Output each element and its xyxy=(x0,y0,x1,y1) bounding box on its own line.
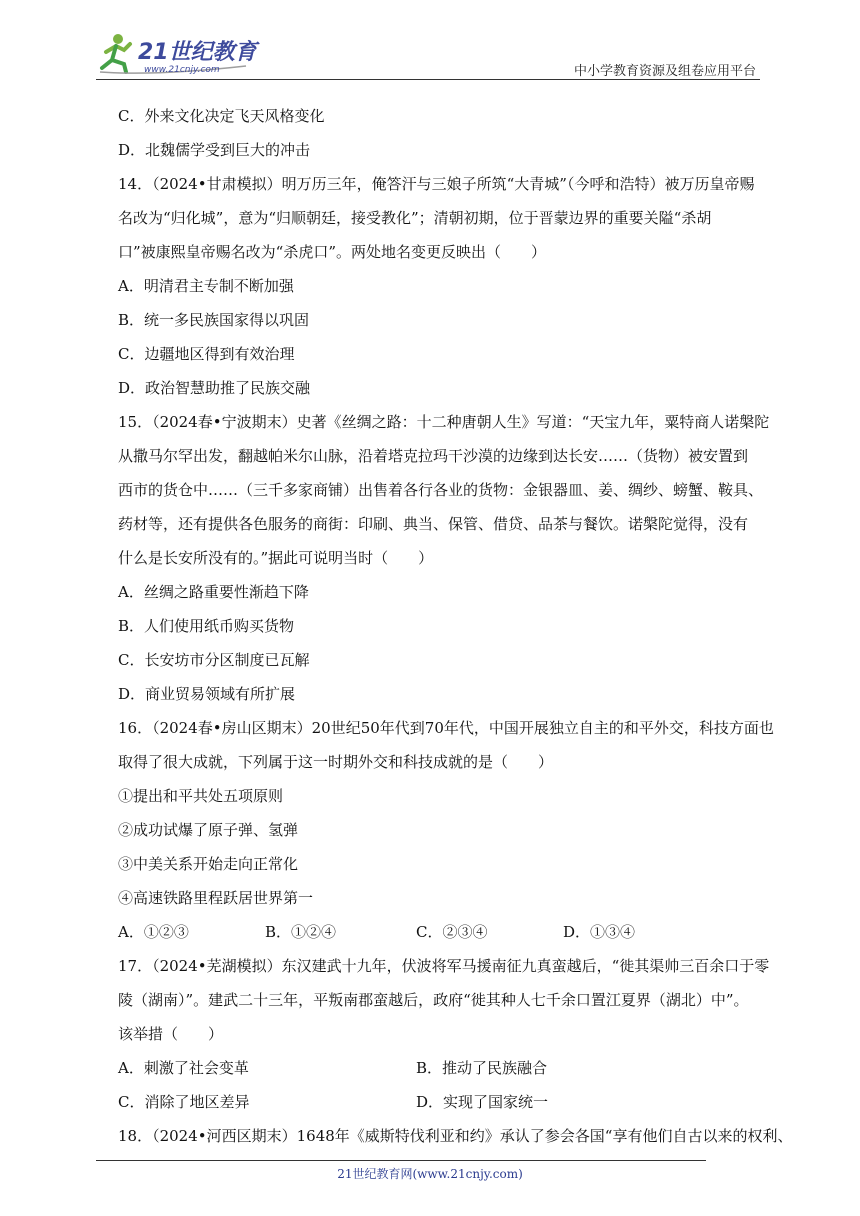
q16-option-d[interactable]: D．①③④ xyxy=(563,923,636,941)
q15-stem-line-1: 15．（2024春•宁波期末）史著《丝绸之路：十二种唐朝人生》写道：“天宝九年，粟特商人诺槃陀 xyxy=(118,413,770,431)
site-logo[interactable] xyxy=(96,32,266,76)
q14-stem-line-3: 口”被康熙皇帝赐名改为“杀虎口”。两处地名变更反映出（ ） xyxy=(118,243,547,261)
q15-stem-line-2: 从撒马尔罕出发，翻越帕米尔山脉，沿着塔克拉玛干沙漠的边缘到达长安……（货物）被安置到 xyxy=(118,447,749,465)
q15-stem-line-4: 药材等，还有提供各色服务的商街：印刷、典当、保管、借贷、品茶与餐饮。诺槃陀觉得，没有 xyxy=(118,515,749,533)
q16-option-b[interactable]: B．①②④ xyxy=(265,923,337,941)
q15-option-b[interactable]: B．人们使用纸币购买货物 xyxy=(118,617,295,635)
footer-link[interactable]: 21世纪教育网(www.21cnjy.com) xyxy=(337,1167,523,1181)
q16-option-a[interactable]: A．①②③ xyxy=(118,923,189,941)
q16-stem-line-2: 取得了很大成就，下列属于这一时期外交和科技成就的是（ ） xyxy=(118,753,554,771)
q15-option-a[interactable]: A．丝绸之路重要性渐趋下降 xyxy=(118,583,309,601)
q14-option-b[interactable]: B．统一多民族国家得以巩固 xyxy=(118,311,310,329)
q17-option-d[interactable]: D．实现了国家统一 xyxy=(416,1093,549,1111)
header-divider xyxy=(96,79,760,80)
logo-url-text: www.21cnjy.com xyxy=(144,65,220,75)
q17-option-b[interactable]: B．推动了民族融合 xyxy=(416,1059,548,1077)
logo-brand-text: 21世纪教育 xyxy=(138,40,257,65)
q15-option-c[interactable]: C．长安坊市分区制度已瓦解 xyxy=(118,651,310,669)
q14-stem-line-1: 14．（2024•甘肃模拟）明万历三年，俺答汗与三娘子所筑“大青城”（今呼和浩特）被万历皇帝赐 xyxy=(118,175,755,193)
runner-logo-icon xyxy=(96,32,266,76)
q14-stem-line-2: 名改为“归化城”，意为“归顺朝廷，接受教化”；清朝初期，位于晋蒙边界的重要关隘“杀胡 xyxy=(118,209,712,227)
q13-option-d[interactable]: D．北魏儒学受到巨大的冲击 xyxy=(118,141,311,159)
q14-option-d[interactable]: D．政治智慧助推了民族交融 xyxy=(118,379,311,397)
q17-stem-line-2: 陵（湖南）”。建武二十三年，平叛南郡蛮越后，政府“徙其种人七千余口置江夏界（湖北）中”。 xyxy=(118,991,749,1009)
q16-stem-line-1: 16．（2024春•房山区期末）20世纪50年代到70年代，中国开展独立自主的和平外交，科技方面也 xyxy=(118,719,774,737)
q16-item-1: ①提出和平共处五项原则 xyxy=(118,787,284,805)
q16-item-3: ③中美关系开始走向正常化 xyxy=(118,855,299,873)
q16-option-c[interactable]: C．②③④ xyxy=(416,923,488,941)
q15-option-d[interactable]: D．商业贸易领域有所扩展 xyxy=(118,685,296,703)
footer-divider xyxy=(96,1160,706,1161)
header-tagline: 中小学教育资源及组卷应用平台 xyxy=(573,64,756,79)
q13-option-c[interactable]: C．外来文化决定飞天风格变化 xyxy=(118,107,325,125)
q15-stem-line-5: 什么是长安所没有的。”据此可说明当时（ ） xyxy=(118,549,434,567)
q18-stem-line-1: 18．（2024•河西区期末）1648年《威斯特伐利亚和约》承认了参会各国“享有他们自古以来的权利、 xyxy=(118,1127,793,1145)
q17-option-a[interactable]: A．刺激了社会变革 xyxy=(118,1059,249,1077)
q14-option-a[interactable]: A．明清君主专制不断加强 xyxy=(118,277,294,295)
q15-stem-line-3: 西市的货仓中……（三千多家商铺）出售着各行各业的货物：金银器皿、姜、绸纱、螃蟹、鞍具、 xyxy=(118,481,764,499)
q17-stem-line-3: 该举措（ ） xyxy=(118,1025,224,1043)
page-header xyxy=(96,32,760,80)
q17-stem-line-1: 17．（2024•芜湖模拟）东汉建武十九年，伏波将军马援南征九真蛮越后，“徙其渠帅三百余口于零 xyxy=(118,957,770,975)
q16-item-4: ④高速铁路里程跃居世界第一 xyxy=(118,889,314,907)
q14-option-c[interactable]: C．边疆地区得到有效治理 xyxy=(118,345,295,363)
q16-item-2: ②成功试爆了原子弹、氢弹 xyxy=(118,821,299,839)
q17-option-c[interactable]: C．消除了地区差异 xyxy=(118,1093,250,1111)
